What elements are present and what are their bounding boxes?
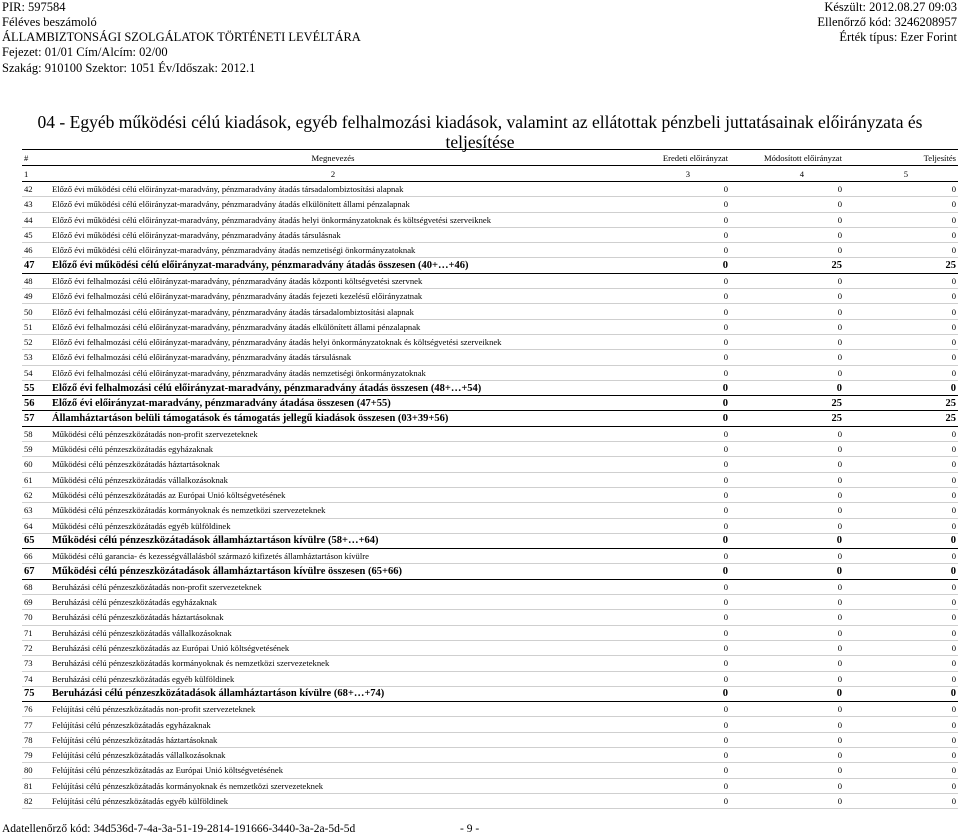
row-modified: 0 [730, 212, 844, 227]
row-name: Működési célú pénzeszközátadás non-profit szervezeteknek [50, 426, 616, 441]
table-row [22, 671, 958, 686]
row-number: 59 [22, 442, 50, 457]
row-original: 0 [616, 380, 730, 395]
row-number: 47 [22, 258, 50, 273]
row-number: 61 [22, 472, 50, 487]
row-performance: 0 [844, 625, 958, 640]
row-name: Felújítási célú pénzeszközátadás vállalkozásoknak [50, 747, 616, 762]
footer-check-code: Adatellenőrző kód: 34d536d-7-4a-3a-51-19-2814-191666-3440-3a-2a-5d-5d [2, 823, 356, 835]
row-name: Felújítási célú pénzeszközátadás az Európai Unió költségvetésének [50, 763, 616, 778]
row-name: Előző évi előirányzat-maradvány, pénzmaradvány átadása összesen (47+55) [50, 396, 616, 411]
row-name: Előző évi működési célú előirányzat-maradvány, pénzmaradvány átadás társadalombiztosítási alapnak [50, 182, 616, 197]
table-row [22, 227, 958, 242]
institution-name: ÁLLAMBIZTONSÁGI SZOLGÁLATOK TÖRTÉNETI LEVÉLTÁRA [2, 30, 361, 44]
row-modified: 0 [730, 273, 844, 288]
row-name: Előző évi működési célú előirányzat-maradvány, pénzmaradvány átadás nemzetiségi önkormányzatoknak [50, 243, 616, 258]
row-performance: 0 [844, 442, 958, 457]
col-index-4: 4 [730, 166, 844, 182]
row-name: Államháztartáson belüli támogatások és támogatás jellegű kiadások összesen (03+39+56) [50, 411, 616, 426]
row-modified: 0 [730, 182, 844, 197]
row-original: 0 [616, 702, 730, 717]
row-number: 52 [22, 334, 50, 349]
row-modified: 0 [730, 533, 844, 548]
table-row [22, 365, 958, 380]
row-performance: 0 [844, 579, 958, 594]
row-name: Beruházási célú pénzeszközátadások államháztartáson kívülre (68+…+74) [50, 686, 616, 701]
row-original: 0 [616, 671, 730, 686]
row-modified: 0 [730, 442, 844, 457]
table-row [22, 763, 958, 778]
table-row [22, 625, 958, 640]
col-index-2: 2 [50, 166, 616, 182]
table-row [22, 579, 958, 594]
row-name: Előző évi felhalmozási célú előirányzat-maradvány, pénzmaradvány átadás elkülönített állami pénzalapnak [50, 319, 616, 334]
row-name: Felújítási célú pénzeszközátadás egyházaknak [50, 717, 616, 732]
row-number: 56 [22, 396, 50, 411]
row-modified: 0 [730, 625, 844, 640]
row-number: 75 [22, 686, 50, 701]
row-name: Működési célú pénzeszközátadás az Európai Unió költségvetésének [50, 487, 616, 502]
row-original: 0 [616, 656, 730, 671]
row-modified: 0 [730, 656, 844, 671]
row-name: Felújítási célú pénzeszközátadás non-profit szervezeteknek [50, 702, 616, 717]
page-title: 04 - Egyéb működési célú kiadások, egyéb felhalmozási kiadások, valamint az ellátottak pénzbeli juttatásainak előirányzata és teljesítése [37, 112, 923, 152]
row-name: Előző évi felhalmozási célú előirányzat-maradvány, pénzmaradvány átadás központi költségvetési szervnek [50, 273, 616, 288]
row-name: Előző évi felhalmozási célú előirányzat-maradvány, pénzmaradvány átadás helyi önkormányzatoknak és költségvetési szerveiknek [50, 334, 616, 349]
row-original: 0 [616, 457, 730, 472]
row-name: Beruházási célú pénzeszközátadás vállalkozásoknak [50, 625, 616, 640]
row-modified: 0 [730, 518, 844, 533]
row-original: 0 [616, 396, 730, 411]
row-number: 78 [22, 732, 50, 747]
row-number: 44 [22, 212, 50, 227]
row-name: Beruházási célú pénzeszközátadás non-profit szervezeteknek [50, 579, 616, 594]
row-performance: 0 [844, 518, 958, 533]
row-name: Előző évi működési célú előirányzat-maradvány, pénzmaradvány átadás társulásnak [50, 227, 616, 242]
table-row [22, 212, 958, 227]
table-row [22, 472, 958, 487]
row-performance: 0 [844, 319, 958, 334]
row-original: 0 [616, 197, 730, 212]
row-modified: 0 [730, 702, 844, 717]
row-original: 0 [616, 304, 730, 319]
table-row [22, 778, 958, 793]
row-number: 79 [22, 747, 50, 762]
table-row [22, 487, 958, 502]
row-original: 0 [616, 442, 730, 457]
report-header [0, 0, 960, 78]
row-performance: 0 [844, 503, 958, 518]
row-number: 81 [22, 778, 50, 793]
row-modified: 0 [730, 380, 844, 395]
row-original: 0 [616, 595, 730, 610]
row-name: Működési célú pénzeszközátadások államháztartáson kívülre összesen (65+66) [50, 564, 616, 579]
row-number: 50 [22, 304, 50, 319]
row-name: Előző évi felhalmozási célú előirányzat-maradvány, pénzmaradvány átadás nemzetiségi önkormányzatoknak [50, 365, 616, 380]
row-name: Felújítási célú pénzeszközátadás háztartásoknak [50, 732, 616, 747]
row-performance: 0 [844, 487, 958, 502]
row-original: 0 [616, 273, 730, 288]
row-original: 0 [616, 564, 730, 579]
row-performance: 0 [844, 702, 958, 717]
row-performance: 0 [844, 472, 958, 487]
row-modified: 0 [730, 793, 844, 808]
row-name: Felújítási célú pénzeszközátadás egyéb külföldinek [50, 793, 616, 808]
row-original: 0 [616, 503, 730, 518]
row-original: 0 [616, 426, 730, 441]
row-number: 67 [22, 564, 50, 579]
row-original: 0 [616, 763, 730, 778]
table-row [22, 197, 958, 212]
row-number: 43 [22, 197, 50, 212]
row-original: 0 [616, 549, 730, 564]
col-mod-header: Módosított előirányzat [730, 150, 844, 166]
row-original: 0 [616, 610, 730, 625]
row-original: 0 [616, 518, 730, 533]
row-original: 0 [616, 411, 730, 426]
value-type: Érték típus: Ezer Forint [839, 30, 957, 44]
row-name: Működési célú pénzeszközátadás vállalkozásoknak [50, 472, 616, 487]
row-modified: 0 [730, 503, 844, 518]
table-header-row [22, 150, 958, 166]
row-modified: 0 [730, 472, 844, 487]
row-modified: 0 [730, 243, 844, 258]
data-table [22, 149, 958, 809]
table-row [22, 457, 958, 472]
row-original: 0 [616, 227, 730, 242]
row-original: 0 [616, 717, 730, 732]
row-number: 55 [22, 380, 50, 395]
row-original: 0 [616, 533, 730, 548]
row-number: 73 [22, 656, 50, 671]
row-number: 54 [22, 365, 50, 380]
row-name: Működési célú pénzeszközátadások államháztartáson kívülre (58+…+64) [50, 533, 616, 548]
row-performance: 0 [844, 656, 958, 671]
row-number: 68 [22, 579, 50, 594]
row-number: 58 [22, 426, 50, 441]
table-row [22, 380, 958, 395]
table-row [22, 243, 958, 258]
table-row [22, 533, 958, 548]
row-modified: 0 [730, 227, 844, 242]
row-performance: 0 [844, 793, 958, 808]
row-number: 66 [22, 549, 50, 564]
row-modified: 25 [730, 258, 844, 273]
row-name: Felújítási célú pénzeszközátadás kormányoknak és nemzetközi szervezeteknek [50, 778, 616, 793]
col-index-5: 5 [844, 166, 958, 182]
row-performance: 0 [844, 350, 958, 365]
row-original: 0 [616, 350, 730, 365]
row-performance: 0 [844, 763, 958, 778]
row-number: 64 [22, 518, 50, 533]
row-performance: 0 [844, 747, 958, 762]
table-row [22, 304, 958, 319]
row-modified: 0 [730, 640, 844, 655]
row-name: Beruházási célú pénzeszközátadás háztartásoknak [50, 610, 616, 625]
col-num-header: # [22, 150, 50, 166]
row-performance: 0 [844, 334, 958, 349]
row-original: 0 [616, 212, 730, 227]
check-code: Ellenőrző kód: 3246208957 [817, 15, 957, 29]
row-original: 0 [616, 319, 730, 334]
pir-label: PIR: 597584 [2, 0, 66, 14]
row-name: Működési célú pénzeszközátadás kormányoknak és nemzetközi szervezeteknek [50, 503, 616, 518]
row-performance: 0 [844, 426, 958, 441]
row-number: 49 [22, 289, 50, 304]
row-performance: 0 [844, 227, 958, 242]
row-modified: 0 [730, 732, 844, 747]
row-modified: 0 [730, 426, 844, 441]
table-row [22, 793, 958, 808]
row-performance: 0 [844, 212, 958, 227]
row-modified: 0 [730, 319, 844, 334]
row-performance: 0 [844, 732, 958, 747]
table-row [22, 717, 958, 732]
row-performance: 0 [844, 304, 958, 319]
row-number: 72 [22, 640, 50, 655]
table-row [22, 442, 958, 457]
row-modified: 0 [730, 564, 844, 579]
row-number: 80 [22, 763, 50, 778]
table-row [22, 334, 958, 349]
table-row [22, 396, 958, 411]
row-number: 42 [22, 182, 50, 197]
row-performance: 25 [844, 258, 958, 273]
row-number: 77 [22, 717, 50, 732]
sector-info: Szakág: 910100 Szektor: 1051 Év/Időszak: 2012.1 [2, 61, 256, 75]
row-name: Működési célú pénzeszközátadás háztartásoknak [50, 457, 616, 472]
row-original: 0 [616, 579, 730, 594]
row-name: Előző évi felhalmozási célú előirányzat-maradvány, pénzmaradvány átadás összesen (48+…+54) [50, 380, 616, 395]
created-date: Készült: 2012.08.27 09:03 [824, 0, 957, 14]
row-original: 0 [616, 472, 730, 487]
table-row [22, 518, 958, 533]
row-number: 62 [22, 487, 50, 502]
row-name: Előző évi működési célú előirányzat-maradvány, pénzmaradvány átadás összesen (40+…+46) [50, 258, 616, 273]
table-row [22, 273, 958, 288]
row-name: Beruházási célú pénzeszközátadás kormányoknak és nemzetközi szervezeteknek [50, 656, 616, 671]
row-modified: 0 [730, 350, 844, 365]
row-performance: 0 [844, 549, 958, 564]
table-row [22, 564, 958, 579]
table-row [22, 350, 958, 365]
row-performance: 0 [844, 778, 958, 793]
row-name: Beruházási célú pénzeszközátadás egyházaknak [50, 595, 616, 610]
row-performance: 25 [844, 411, 958, 426]
chapter-info: Fejezet: 01/01 Cím/Alcím: 02/00 [2, 45, 168, 59]
row-original: 0 [616, 243, 730, 258]
row-modified: 0 [730, 197, 844, 212]
row-name: Beruházási célú pénzeszközátadás az Európai Unió költségvetésének [50, 640, 616, 655]
row-modified: 0 [730, 778, 844, 793]
row-original: 0 [616, 793, 730, 808]
row-number: 51 [22, 319, 50, 334]
row-performance: 0 [844, 564, 958, 579]
table-row [22, 610, 958, 625]
row-number: 48 [22, 273, 50, 288]
row-modified: 0 [730, 717, 844, 732]
row-modified: 0 [730, 457, 844, 472]
row-number: 76 [22, 702, 50, 717]
row-modified: 0 [730, 549, 844, 564]
row-number: 53 [22, 350, 50, 365]
row-original: 0 [616, 487, 730, 502]
col-index-1: 1 [22, 166, 50, 182]
row-number: 71 [22, 625, 50, 640]
row-modified: 0 [730, 579, 844, 594]
table-row [22, 258, 958, 273]
col-done-header: Teljesítés [844, 150, 958, 166]
row-number: 45 [22, 227, 50, 242]
col-index-3: 3 [616, 166, 730, 182]
row-performance: 0 [844, 671, 958, 686]
row-name: Előző évi felhalmozási célú előirányzat-maradvány, pénzmaradvány átadás társulásnak [50, 350, 616, 365]
row-number: 69 [22, 595, 50, 610]
report-type: Féléves beszámoló [2, 15, 97, 29]
row-performance: 0 [844, 640, 958, 655]
table-row [22, 319, 958, 334]
table-row [22, 747, 958, 762]
row-performance: 25 [844, 396, 958, 411]
row-modified: 0 [730, 671, 844, 686]
row-number: 82 [22, 793, 50, 808]
column-number-row [22, 166, 958, 182]
row-modified: 0 [730, 487, 844, 502]
row-number: 57 [22, 411, 50, 426]
table-row [22, 732, 958, 747]
row-number: 46 [22, 243, 50, 258]
row-original: 0 [616, 747, 730, 762]
row-performance: 0 [844, 243, 958, 258]
col-orig-header: Eredeti előirányzat [616, 150, 730, 166]
row-original: 0 [616, 732, 730, 747]
table-row [22, 411, 958, 426]
row-original: 0 [616, 334, 730, 349]
row-performance: 0 [844, 289, 958, 304]
row-modified: 0 [730, 304, 844, 319]
row-number: 70 [22, 610, 50, 625]
row-modified: 0 [730, 763, 844, 778]
row-name: Előző évi működési célú előirányzat-maradvány, pénzmaradvány átadás elkülönített állami pénzalapnak [50, 197, 616, 212]
row-modified: 0 [730, 365, 844, 380]
table-row [22, 595, 958, 610]
row-performance: 0 [844, 595, 958, 610]
table-row [22, 702, 958, 717]
row-name: Beruházási célú pénzeszközátadás egyéb külföldinek [50, 671, 616, 686]
table-row [22, 549, 958, 564]
row-original: 0 [616, 289, 730, 304]
row-modified: 0 [730, 289, 844, 304]
col-name-header: Megnevezés [50, 150, 616, 166]
table-row [22, 289, 958, 304]
row-modified: 0 [730, 334, 844, 349]
row-original: 0 [616, 625, 730, 640]
row-original: 0 [616, 640, 730, 655]
row-original: 0 [616, 182, 730, 197]
row-modified: 25 [730, 411, 844, 426]
table-row [22, 503, 958, 518]
row-performance: 0 [844, 610, 958, 625]
row-modified: 25 [730, 396, 844, 411]
row-modified: 0 [730, 595, 844, 610]
row-name: Előző évi működési célú előirányzat-maradvány, pénzmaradvány átadás helyi önkormányzatoknak és költségvetési szerveiknek [50, 212, 616, 227]
row-number: 63 [22, 503, 50, 518]
row-name: Működési célú pénzeszközátadás egyéb külföldinek [50, 518, 616, 533]
row-performance: 0 [844, 533, 958, 548]
row-original: 0 [616, 365, 730, 380]
row-performance: 0 [844, 273, 958, 288]
row-original: 0 [616, 686, 730, 701]
row-performance: 0 [844, 182, 958, 197]
row-number: 65 [22, 533, 50, 548]
row-name: Működési célú garancia- és kezességvállalásból származó kifizetés államháztartáson kívülre [50, 549, 616, 564]
row-name: Előző évi felhalmozási célú előirányzat-maradvány, pénzmaradvány átadás társadalombiztosítási alapnak [50, 304, 616, 319]
row-modified: 0 [730, 686, 844, 701]
row-performance: 0 [844, 457, 958, 472]
table-row [22, 656, 958, 671]
row-performance: 0 [844, 686, 958, 701]
row-original: 0 [616, 778, 730, 793]
row-performance: 0 [844, 365, 958, 380]
row-performance: 0 [844, 380, 958, 395]
table-row [22, 686, 958, 701]
row-number: 60 [22, 457, 50, 472]
row-number: 74 [22, 671, 50, 686]
page-number: - 9 - [460, 823, 480, 835]
row-original: 0 [616, 258, 730, 273]
row-name: Működési célú pénzeszközátadás egyházaknak [50, 442, 616, 457]
row-modified: 0 [730, 610, 844, 625]
row-performance: 0 [844, 717, 958, 732]
row-performance: 0 [844, 197, 958, 212]
table-row [22, 182, 958, 197]
row-modified: 0 [730, 747, 844, 762]
row-name: Előző évi felhalmozási célú előirányzat-maradvány, pénzmaradvány átadás fejezeti kezelésű előirányzatnak [50, 289, 616, 304]
table-row [22, 640, 958, 655]
table-row [22, 426, 958, 441]
